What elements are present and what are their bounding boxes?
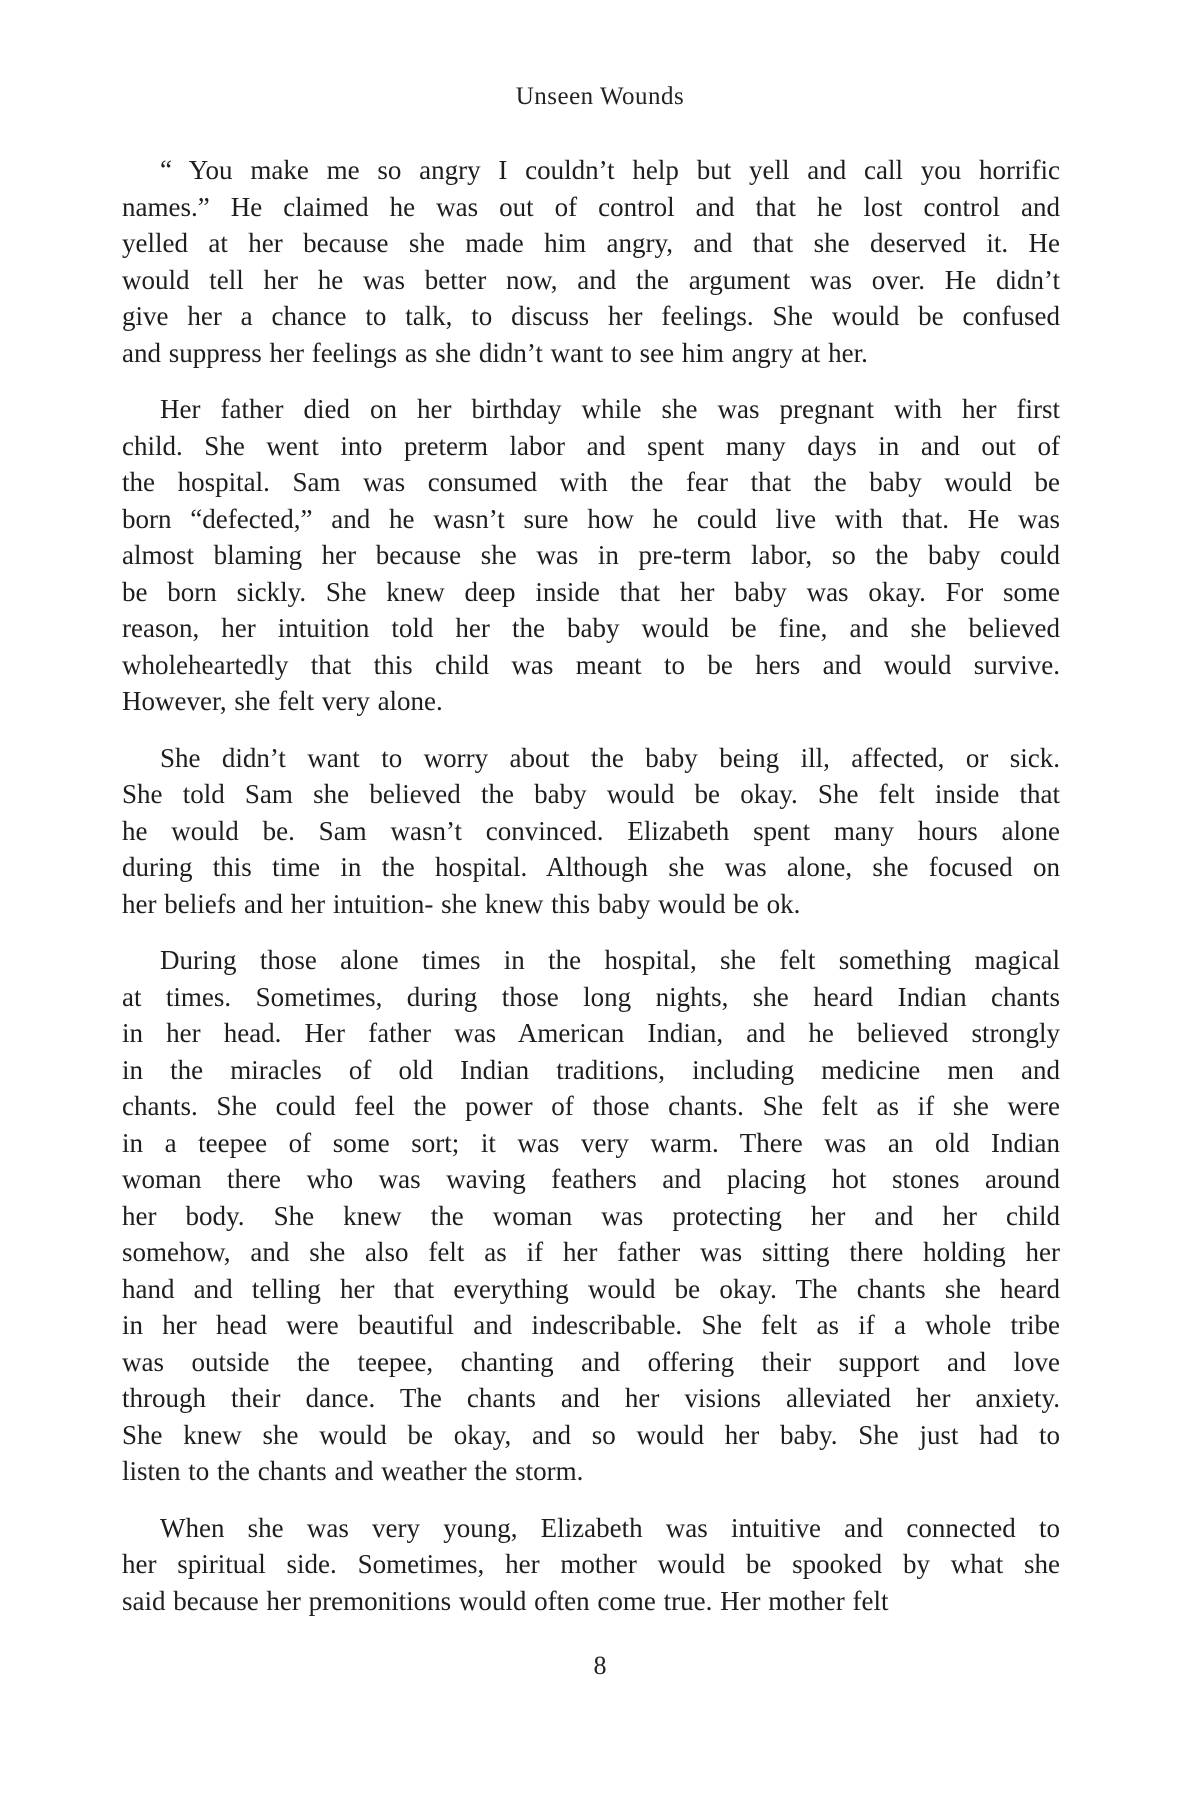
text-line: When she was very young, Elizabeth was intuitive and connected to	[160, 1512, 1060, 1543]
text-line: during this time in the hospital. Although she was alone, she focused on	[122, 852, 1060, 882]
text-line: would tell her he was better now, and the argument was over. He didn’t	[122, 264, 1060, 295]
text-line: somehow, and she also felt as if her father was sitting there holding her	[122, 1237, 1060, 1267]
text-line: reason, her intuition told her the baby would be fine, and she believed	[122, 613, 1060, 643]
paragraph	[122, 942, 1060, 1490]
text-line: the hospital. Sam was consumed with the fear that the baby would be	[122, 467, 1060, 497]
text-line: She told Sam she believed the baby would be okay. She felt inside that	[122, 779, 1060, 809]
text-line: he would be. Sam wasn’t convinced. Elizabeth spent many hours alone	[122, 815, 1060, 846]
text-line: She didn’t want to worry about the baby being ill, affected, or sick.	[160, 742, 1060, 773]
text-line: in her head were beautiful and indescribable. She felt as if a whole tribe	[122, 1310, 1060, 1340]
text-line: in a teepee of some sort; it was very warm. There was an old Indian	[122, 1127, 1060, 1158]
text-line: yelled at her because she made him angry, and that she deserved it. He	[122, 228, 1060, 258]
text-line: names.” He claimed he was out of control and that he lost control and	[122, 191, 1060, 222]
paragraph	[122, 1510, 1060, 1620]
text-line: During those alone times in the hospital, she felt something magical	[160, 945, 1060, 975]
text-line: child. She went into preterm labor and spent many days in and out of	[122, 430, 1060, 461]
text-line: in her head. Her father was American Indian, and he believed strongly	[122, 1018, 1060, 1048]
text-line: “ You make me so angry I couldn’t help but yell and call you horrific	[160, 155, 1060, 185]
text-line: woman there who was waving feathers and placing hot stones around	[122, 1164, 1060, 1194]
text-line: give her a chance to talk, to discuss her feelings. She would be confused	[122, 301, 1060, 331]
text-line: in the miracles of old Indian traditions, including medicine men and	[122, 1054, 1060, 1085]
text-line: through their dance. The chants and her visions alleviated her anxiety.	[122, 1383, 1060, 1413]
paragraph	[122, 152, 1060, 371]
text-line: her beliefs and her intuition- she knew this baby would be ok.	[122, 888, 801, 919]
text-line: wholeheartedly that this child was meant to be hers and would survive.	[122, 649, 1060, 680]
text-line: Her father died on her birthday while she was pregnant with her first	[160, 394, 1060, 424]
text-line: hand and telling her that everything would be okay. The chants she heard	[122, 1273, 1060, 1304]
text-line: at times. Sometimes, during those long nights, she heard Indian chants	[122, 981, 1060, 1012]
page-number: 8	[593, 1651, 607, 1680]
body-text	[122, 152, 1060, 1639]
text-line: her body. She knew the woman was protecting her and her child	[122, 1200, 1060, 1231]
text-line: listen to the chants and weather the storm.	[122, 1456, 584, 1486]
text-line: be born sickly. She knew deep inside that her baby was okay. For some	[122, 576, 1060, 607]
text-line: said because her premonitions would often come true. Her mother felt	[122, 1585, 889, 1616]
running-header: Unseen Wounds	[515, 83, 685, 110]
text-line: almost blaming her because she was in pre-term labor, so the baby could	[122, 540, 1060, 570]
text-line: She knew she would be okay, and so would her baby. She just had to	[122, 1419, 1060, 1450]
text-line: However, she felt very alone.	[122, 686, 443, 716]
text-line: born “defected,” and he wasn’t sure how he could live with that. He was	[122, 503, 1060, 534]
paragraph	[122, 740, 1060, 923]
text-line: was outside the teepee, chanting and offering their support and love	[122, 1346, 1060, 1377]
paragraph	[122, 391, 1060, 720]
text-line: chants. She could feel the power of those chants. She felt as if she were	[122, 1091, 1060, 1121]
text-line: and suppress her feelings as she didn’t want to see him angry at her.	[122, 337, 868, 368]
text-line: her spiritual side. Sometimes, her mother would be spooked by what she	[122, 1549, 1060, 1579]
